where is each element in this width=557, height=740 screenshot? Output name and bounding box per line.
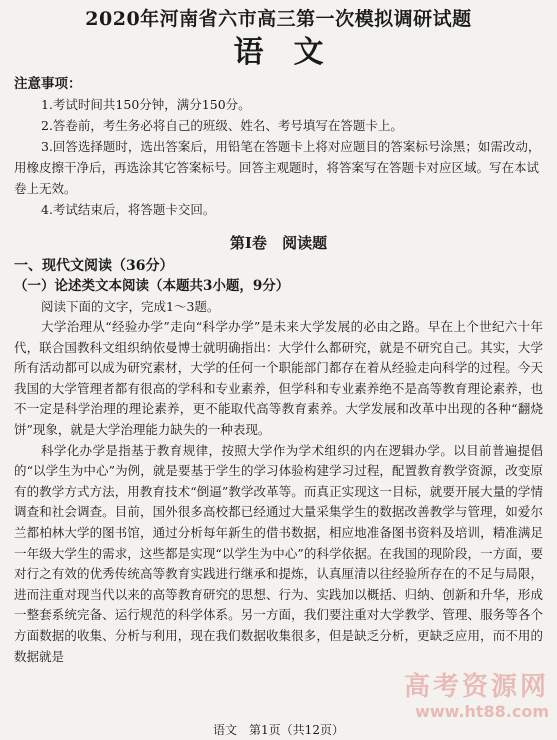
watermark-name: 高考资源网 [403, 672, 549, 702]
part-title: 第Ⅰ卷 阅读题 [229, 234, 328, 252]
section-title: 一、现代文阅读（36分） [14, 258, 174, 274]
note-item: 4.考试结束后，将答题卡交回。 [41, 202, 216, 217]
reading-instruction: 阅读下面的文字，完成1～3题。 [41, 299, 220, 314]
note-item: 3.回答选择题时，选出答案后，用铅笔在答题卡上将对应题目的答案标号涂黑；如需改动，用橡皮擦干净后，再选涂其它答案标号。回答主观题时，将答案写在答题卡对应区域。写在本试卷上无效。 [14, 139, 541, 196]
notes-heading: 注意事项： [14, 76, 82, 92]
note-item: 1.考试时间共150分钟，满分150分。 [41, 97, 251, 112]
page-footer: 语文 第1页（共12页） [213, 723, 344, 737]
watermark-logo [404, 672, 549, 722]
watermark-url: www.ht88.com [415, 702, 549, 721]
subsection-title: （一）论述类文本阅读（本题共3小题，9分） [14, 278, 290, 294]
subject-title: 语文 [233, 35, 354, 70]
passage-paragraph: 大学治理从“经验办学”走向“科学办学”是未来大学发展的必由之路。早在上个世纪六十年代，联合国教科文组织纳依曼博士就明确指出：大学什么都研究，就是不研究自己。其实，大学所有活动都可以成为研究素材，大学的任何一个职能部门都存在着从经验走向科学的过程。今天我国的大学管理者都有很高的学科和专业素养，但学科和专业素养绝不是高等教育理论素养，也不一定是科学治理的理论素养，更不能取代高等教育素养。大学发展和改革中出现的各种“翻烧饼”现象，就是大学治理能力缺失的一种表现。 [14, 319, 543, 437]
note-item: 2.答卷前，考生务必将自己的班级、姓名、考号填写在答题卡上。 [41, 118, 403, 133]
exam-title: 2020年河南省六市高三第一次模拟调研试题 [85, 8, 472, 30]
passage-paragraph: 科学化办学是指基于教育规律，按照大学作为学术组织的内在逻辑办学。以目前普遍提倡的“以学生为中心”为例，就是要基于学生的学习体验构建学习过程，配置教育教学资源，改变原有的教学方式方法，用教育技术“倒逼”教学改革等。而真正实现这一目标，就要开展大量的学情调查和社会调查。目前，国外很多高校都已经通过大量采集学生的数据改善教学与管理，如爱尔兰都柏林大学的图书馆，通过分析每年新生的借书数据，相应地准备图书资料及培训，精准满足一年级大学生的需求，这些都是实现“以学生为中心”的科学依据。在我国的现阶段，一方面，要对行之有效的优秀传统高等教育实践进行继承和提炼，认真厘清以往经验所存在的不足与局限，进而注重对现当代以来的高等教育研究的思想、行为、实践加以概括、归纳、创新和升华，形成一整套系统完备、运行规范的科学体系。另一方面，我们要注重对大学教学、管理、服务等各个方面数据的收集、分析与利用，现在我们数据收集很多，但是缺乏分析，更缺乏应用，而不用的数据就是 [14, 442, 543, 664]
